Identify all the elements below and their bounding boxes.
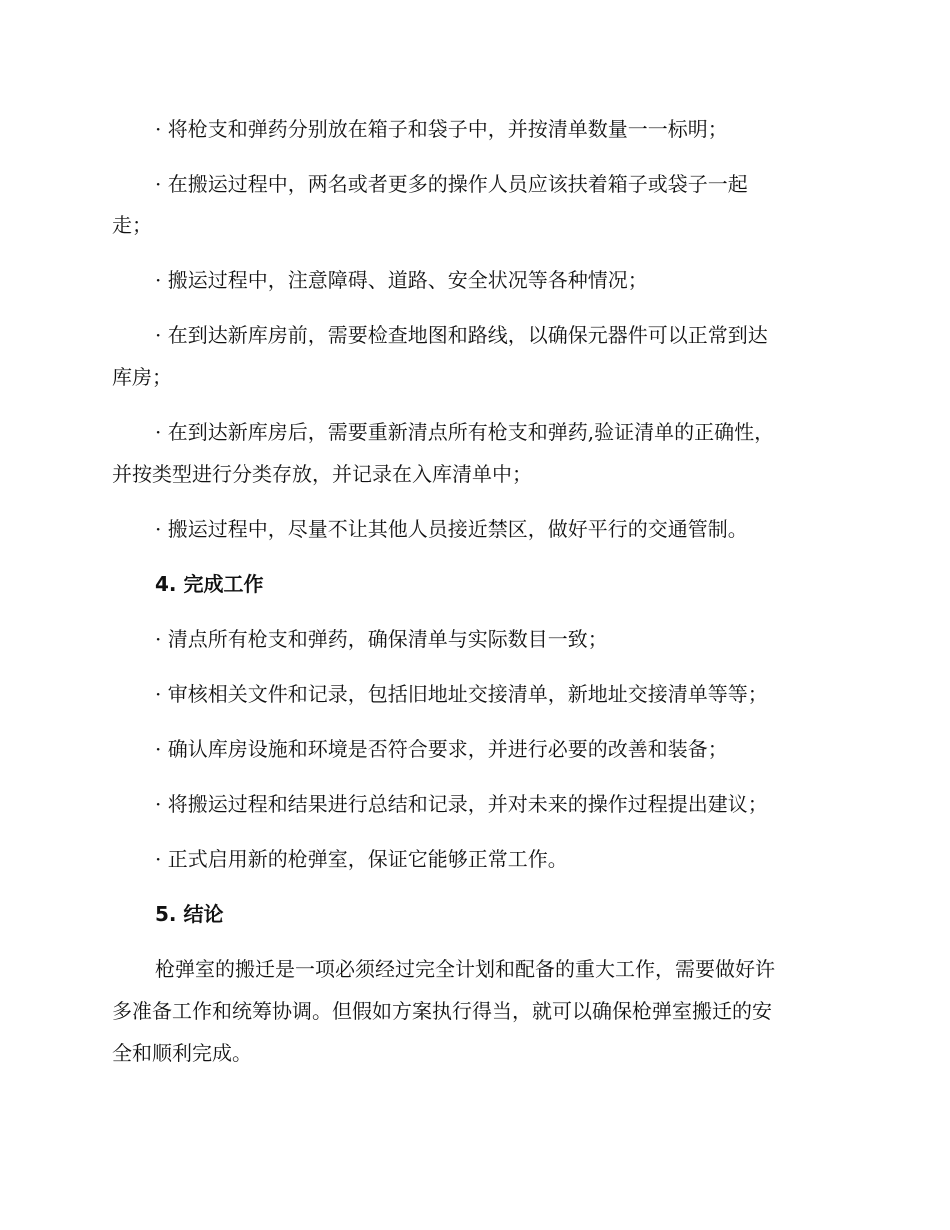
bullet-item-continuation: 并按类型进行分类存放，并记录在入库清单中；	[112, 462, 532, 486]
bullet-item: · 在到达新库房前，需要检查地图和路线，以确保元器件可以正常到达	[155, 323, 768, 347]
bullet-item: · 在到达新库房后，需要重新清点所有枪支和弹药,验证清单的正确性，	[155, 420, 775, 444]
bullet-item-continuation: 库房；	[112, 365, 172, 389]
bullet-item: · 正式启用新的枪弹室，保证它能够正常工作。	[155, 847, 568, 871]
paragraph-line: 枪弹室的搬迁是一项必须经过完全计划和配备的重大工作，需要做好许	[155, 957, 775, 981]
paragraph-line: 多准备工作和统筹协调。但假如方案执行得当，就可以确保枪弹室搬迁的安	[112, 999, 772, 1023]
bullet-item: · 将搬运过程和结果进行总结和记录，并对未来的操作过程提出建议；	[155, 792, 768, 816]
bullet-item: · 确认库房设施和环境是否符合要求，并进行必要的改善和装备；	[155, 737, 728, 761]
section-heading: 5. 结论	[155, 902, 224, 926]
bullet-item-continuation: 走；	[112, 213, 152, 237]
bullet-item: · 将枪支和弹药分别放在箱子和袋子中，并按清单数量一一标明；	[155, 117, 728, 141]
bullet-item: · 审核相关文件和记录，包括旧地址交接清单，新地址交接清单等等；	[155, 682, 768, 706]
bullet-item: · 在搬运过程中，两名或者更多的操作人员应该扶着箱子或袋子一起	[155, 172, 748, 196]
bullet-item: · 清点所有枪支和弹药，确保清单与实际数目一致；	[155, 627, 608, 651]
section-heading: 4. 完成工作	[155, 572, 264, 596]
bullet-item: · 搬运过程中，注意障碍、道路、安全状况等各种情况；	[155, 268, 648, 292]
paragraph-line: 全和顺利完成。	[112, 1041, 252, 1065]
bullet-item: · 搬运过程中，尽量不让其他人员接近禁区，做好平行的交通管制。	[155, 517, 748, 541]
